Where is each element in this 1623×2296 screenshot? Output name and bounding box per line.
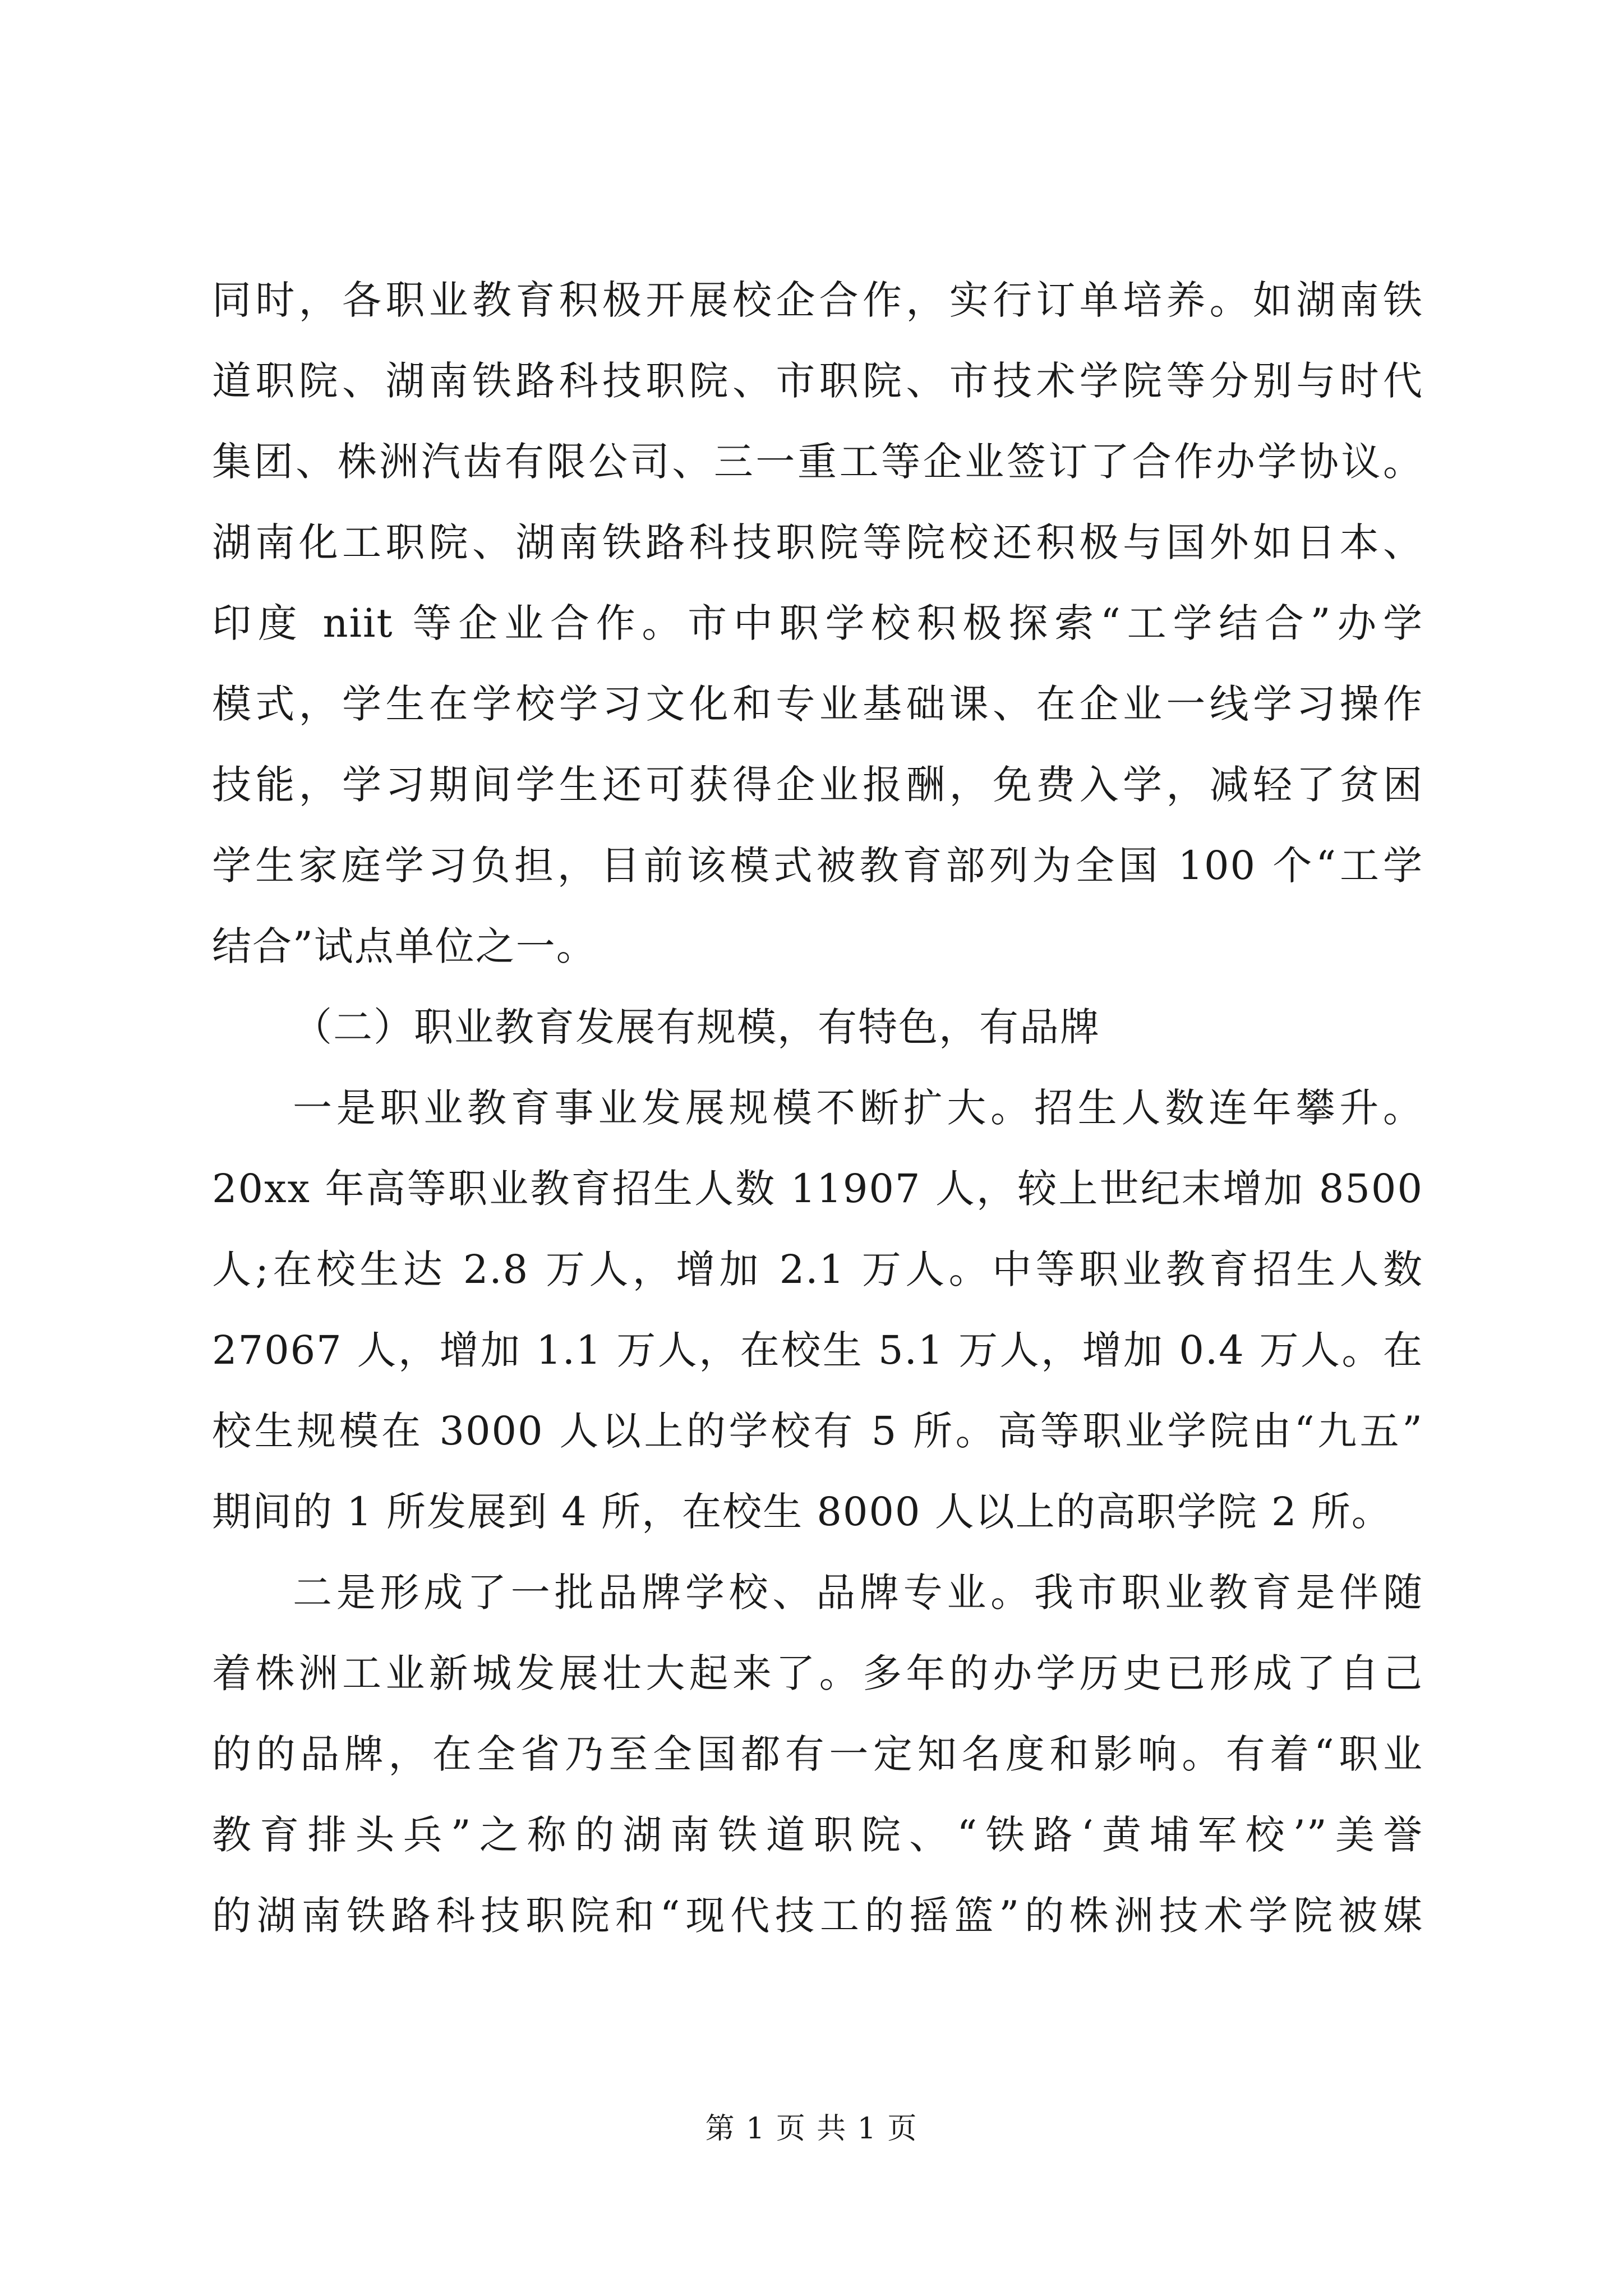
paragraph-scale-expansion [212,1068,1423,1552]
paragraph-brand-schools [212,1552,1423,1956]
text-line: 20xx 年高等职业教育招生人数 11907 人，较上世纪末增加 8500 [212,1166,1423,1212]
text-line: 一是职业教育事业发展规模不断扩大。招生人数连年攀升。 [293,1085,1423,1131]
text-line: 着株洲工业新城发展壮大起来了。多年的办学历史已形成了自己 [212,1650,1423,1696]
text-line: 教育排头兵”之称的湖南铁道职院、“铁路‘黄埔军校’”美誉 [212,1812,1423,1858]
text-line: 道职院、湖南铁路科技职院、市职院、市技术学院等分别与时代 [212,358,1423,404]
page-footer [0,2106,1623,2151]
page-number-label: 第 1 页 共 1 页 [705,2112,918,2146]
text-line: 27067 人，增加 1.1 万人，在校生 5.1 万人，增加 0.4 万人。在 [212,1327,1423,1373]
text-line: 校生规模在 3000 人以上的学校有 5 所。高等职业学院由“九五” [212,1408,1423,1454]
text-line: 人;在校生达 2.8 万人，增加 2.1 万人。中等职业教育招生人数 [212,1246,1423,1292]
text-line: 模式，学生在学校学习文化和专业基础课、在企业一线学习操作 [212,681,1423,727]
text-line: 集团、株洲汽齿有限公司、三一重工等企业签订了合作办学协议。 [212,439,1423,485]
text-line: 湖南化工职院、湖南铁路科技职院等院校还积极与国外如日本、 [212,519,1423,565]
text-line: 学生家庭学习负担，目前该模式被教育部列为全国 100 个“工学 [212,843,1423,889]
text-line: 的湖南铁路科技职院和“现代技工的摇篮”的株洲技术学院被媒 [212,1893,1423,1939]
paragraph-school-enterprise-cooperation [212,260,1423,987]
text-line: 的的品牌，在全省乃至全国都有一定知名度和影响。有着“职业 [212,1731,1423,1777]
section-heading [212,987,1423,1068]
text-line: 期间的 1 所发展到 4 所，在校生 8000 人以上的高职学院 2 所。 [212,1489,1392,1535]
text-line: 二是形成了一批品牌学校、品牌专业。我市职业教育是伴随 [293,1570,1423,1616]
section-heading-text: （二）职业教育发展有规模，有特色，有品牌 [293,1004,1100,1050]
text-line: 技能，学习期间学生还可获得企业报酬，免费入学，减轻了贫困 [212,762,1423,808]
document-body [212,260,1423,1956]
text-line: 同时，各职业教育积极开展校企合作，实行订单培养。如湖南铁 [212,277,1423,323]
text-line: 印度 niit 等企业合作。市中职学校积极探索“工学结合”办学 [212,600,1423,646]
text-line: 结合”试点单位之一。 [212,923,597,969]
